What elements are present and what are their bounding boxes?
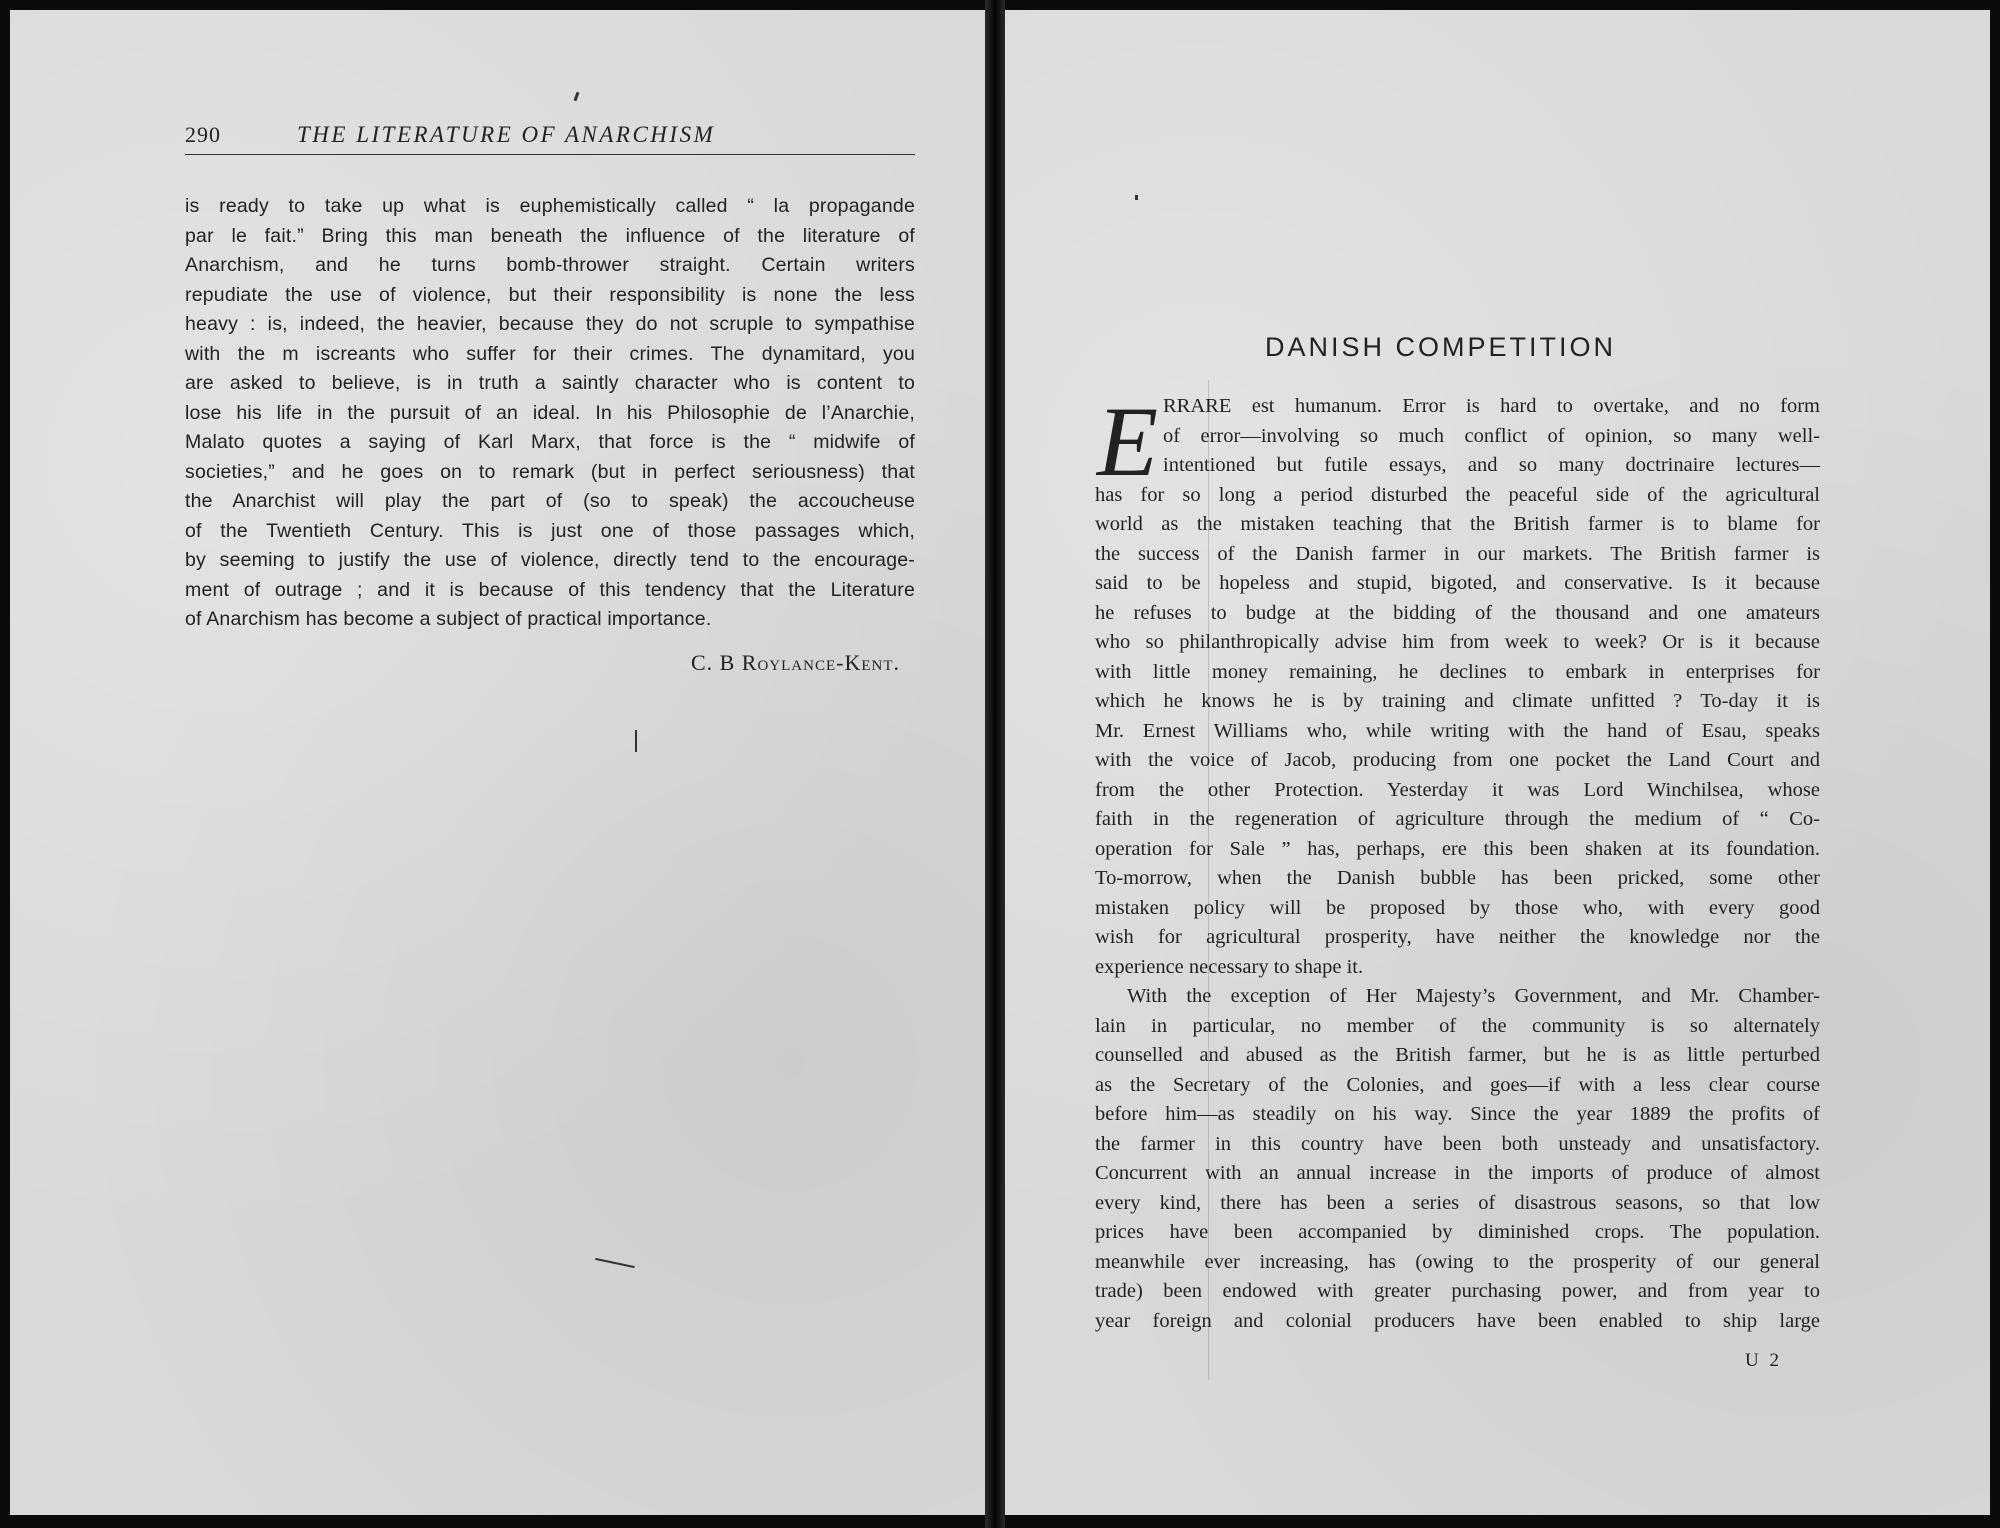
text-line: counselled and abused as the British farmer, but he is as little perturbed [1095, 1044, 1820, 1066]
text-line: with little money remaining, he declines to embark in enterprises for [1095, 660, 1820, 683]
text-line: before him—as steadily on his way. Since the year 1889 the profits of [1095, 1103, 1820, 1125]
author-signature: C. B Roylance-Kent. [690, 650, 900, 675]
text-line: wish for agricultural prosperity, have neither the knowledge nor the [1095, 926, 1820, 948]
print-speck [1135, 195, 1138, 200]
text-line: year foreign and colonial producers have been enabled to ship large [1095, 1309, 1820, 1332]
signature-mark: U 2 [1745, 1350, 1782, 1371]
text-line: Concurrent with an annual increase in the imports of produce of almost [1095, 1162, 1820, 1184]
text-line: with the voice of Jacob, producing from one pocket the Land Court and [1095, 749, 1820, 771]
text-line: the farmer in this country have been both unsteady and unsatisfactory. [1095, 1132, 1820, 1155]
text-line: lain in particular, no member of the community is so alternately [1095, 1014, 1820, 1037]
text-line: experience necessary to shape it. [1095, 955, 1364, 978]
text-line: as the Secretary of the Colonies, and goes—if with a less clear course [1095, 1073, 1820, 1096]
print-speck [574, 92, 580, 101]
text-line: To-morrow, when the Danish bubble has been pricked, some other [1095, 867, 1820, 889]
text-line: he refuses to budge at the bidding of the thousand and one amateurs [1095, 601, 1820, 624]
text-line: trade) been endowed with greater purchasing power, and from year to [1095, 1280, 1820, 1302]
text-line: are asked to believe, is in truth a saintly character who is content to [185, 372, 915, 394]
text-line: operation for Sale ” has, perhaps, ere this been shaken at its foundation. [1095, 837, 1820, 860]
left-page [10, 10, 985, 1515]
left-body-text [185, 192, 915, 635]
text-line: ment of outrage ; and it is because of this tendency that the Literature [185, 578, 915, 601]
text-line: mistaken policy will be proposed by those who, with every good [1095, 896, 1820, 919]
text-line: lose his life in the pursuit of an ideal. In his Philosophie de l’Anarchie, [185, 401, 915, 424]
text-line: Malato quotes a saying of Karl Marx, that force is the “ midwife of [185, 431, 915, 453]
text-line: prices have been accompanied by diminished crops. The population. [1095, 1221, 1820, 1243]
text-line: is ready to take up what is euphemistically called “ la propagande [185, 195, 915, 217]
text-line: meanwhile ever increasing, has (owing to the prosperity of our general [1095, 1250, 1820, 1273]
text-line: the success of the Danish farmer in our markets. The British farmer is [1095, 542, 1820, 565]
text-line: par le fait.” Bring this man beneath the influence of the literature of [185, 224, 915, 247]
text-line: RRARE est humanum. Error is hard to overtake, and no form [1163, 395, 1820, 417]
text-line: which he knows he is by training and climate unfitted ? To-day it is [1095, 690, 1820, 712]
text-line: Anarchism, and he turns bomb-thrower straight. Certain writers [185, 254, 915, 276]
text-line: of the Twentieth Century. This is just one of those passages which, [185, 519, 915, 542]
text-line: the Anarchist will play the part of (so to speak) the accoucheuse [185, 490, 915, 512]
book-gutter [985, 0, 1005, 1528]
text-line: Mr. Ernest Williams who, while writing with the hand of Esau, speaks [1095, 719, 1820, 742]
running-head [185, 122, 915, 155]
text-line: of Anarchism has become a subject of practical importance. [185, 608, 712, 630]
text-line: societies,” and he goes on to remark (but in perfect seriousness) that [185, 460, 915, 483]
print-speck [635, 730, 637, 752]
text-line: from the other Protection. Yesterday it was Lord Winchilsea, whose [1095, 778, 1820, 801]
text-line: with the m iscreants who suffer for their crimes. The dynamitard, you [185, 342, 915, 365]
text-line: faith in the regeneration of agriculture through the medium of “ Co- [1095, 808, 1820, 830]
text-line: world as the mistaken teaching that the British farmer is to blame for [1095, 513, 1820, 535]
right-page [1005, 10, 1990, 1515]
text-line: intentioned but futile essays, and so many doctrinaire lectures— [1163, 454, 1820, 476]
page-number: 290 [185, 122, 221, 147]
running-title: THE LITERATURE OF ANARCHISM [297, 122, 716, 147]
text-line: said to be hopeless and stupid, bigoted, and conservative. Is it because [1095, 572, 1820, 594]
text-line: by seeming to justify the use of violence, directly tend to the encourage- [185, 549, 915, 571]
text-line: every kind, there has been a series of disastrous seasons, so that low [1095, 1191, 1820, 1214]
text-line: has for so long a period disturbed the peaceful side of the agricultural [1095, 483, 1820, 506]
text-line: heavy : is, indeed, the heavier, because they do not scruple to sympathise [185, 313, 915, 335]
fold-crease [1208, 380, 1209, 1380]
text-line: who so philanthropically advise him from week to week? Or is it because [1095, 631, 1820, 653]
text-line: repudiate the use of violence, but their responsibility is none the less [185, 283, 915, 306]
text-line: of error—involving so much conflict of opinion, so many well- [1163, 424, 1820, 447]
right-body-text [1095, 386, 1820, 1336]
text-line: With the exception of Her Majesty’s Government, and Mr. Chamber- [1127, 985, 1820, 1007]
print-speck [595, 1258, 635, 1268]
drop-cap: E [1097, 386, 1159, 497]
article-title: DANISH COMPETITION [1265, 332, 1617, 362]
